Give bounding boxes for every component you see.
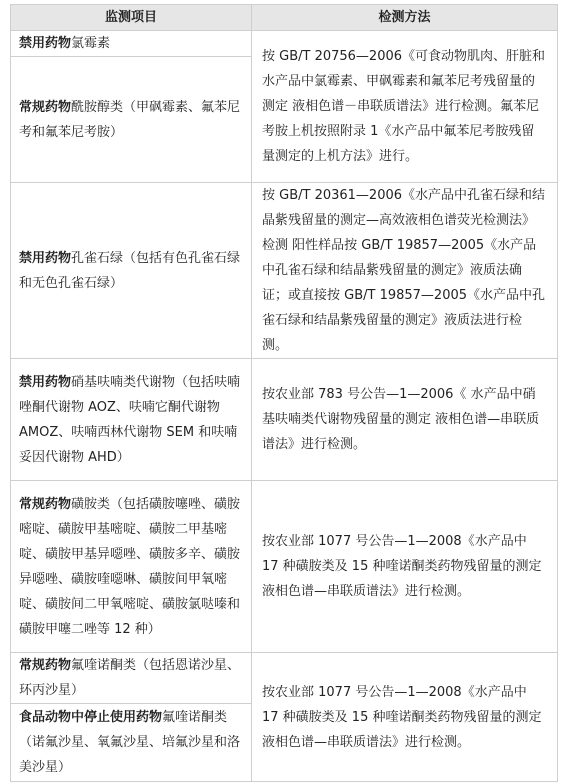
item-category: 常规药物 (19, 658, 72, 673)
item-cell (11, 704, 252, 782)
item-category: 禁用药物 (19, 374, 72, 390)
item-name: 氟喹诺酮类（包括恩诺沙星、环丙沙星） (19, 658, 241, 698)
method-cell: 按 GB/T 20361—2006《水产品中孔雀石绿和结晶紫残留量的测定—高效液相色谱荧光检测法》检测 阳性样品按 GB/T 19857—2005《水产品中孔雀石绿和结晶紫残留量的测定》液质法确证；或直接按 GB/T 19857—2005《水产品中孔雀石绿和结晶紫残留量的测定》液质法进行检测。 (252, 183, 558, 359)
item-name: 磺胺类（包括磺胺噻唑、磺胺嘧啶、磺胺甲基嘧啶、磺胺二甲基嘧啶、磺胺甲基异噁唑、磺胺多辛、磺胺异噁唑、磺胺喹噁啉、磺胺间甲氧嘧啶、磺胺间二甲氧嘧啶、磺胺氯哒嗪和磺胺甲噻二唑等 12 种） (19, 496, 241, 637)
item-cell (11, 359, 252, 481)
item-name: 硝基呋喃类代谢物（包括呋喃唑酮代谢物 AOZ、呋喃它酮代谢物 AMOZ、呋喃西林代谢物 SEM 和呋喃妥因代谢物 AHD） (19, 374, 241, 465)
item-category: 禁用药物 (19, 250, 72, 266)
method-cell: 按农业部 1077 号公告—1—2008《水产品中 17 种磺胺类及 15 种喹诺酮类药物残留量的测定 液相色谱—串联质谱法》进行检测。 (252, 481, 558, 653)
table-row (11, 653, 558, 704)
item-name: 孔雀石绿（包括有色孔雀石绿和无色孔雀石绿） (19, 250, 241, 291)
header-item: 监测项目 (11, 5, 252, 31)
table-row (11, 359, 558, 481)
item-name: 氟喹诺酮类（诺氟沙星、氧氟沙星、培氟沙星和洛美沙星） (19, 710, 241, 775)
table-row (11, 31, 558, 57)
header-method: 检测方法 (252, 5, 558, 31)
item-category: 常规药物 (19, 496, 72, 512)
item-category: 常规药物 (19, 99, 72, 115)
item-name: 酰胺醇类（甲砜霉素、氟苯尼考和氟苯尼考胺） (19, 99, 241, 140)
table-header-row (11, 5, 558, 31)
item-cell (11, 653, 252, 704)
item-cell (11, 183, 252, 359)
item-cell (11, 481, 252, 653)
method-cell: 按农业部 1077 号公告—1—2008《水产品中 17 种磺胺类及 15 种喹诺酮类药物残留量的测定 液相色谱—串联质谱法》进行检测。 (252, 653, 558, 782)
table-row (11, 183, 558, 359)
method-cell: 按农业部 783 号公告—1—2006《 水产品中硝基呋喃类代谢物残留量的测定 液相色谱—串联质谱法》进行检测。 (252, 359, 558, 481)
item-cell (11, 57, 252, 183)
table-row (11, 481, 558, 653)
item-category: 禁用药物 (19, 36, 72, 51)
item-category: 食品动物中停止使用药物 (19, 710, 163, 725)
monitoring-table (10, 4, 558, 782)
item-cell (11, 31, 252, 57)
item-name: 氯霉素 (71, 36, 111, 51)
method-cell: 按 GB/T 20756—2006《可食动物肌肉、肝脏和水产品中氯霉素、甲砜霉素和氟苯尼考残留量的测定 液相色谱－串联质谱法》进行检测。氟苯尼考胺上机按照附录 1《水产品中氟苯尼考胺残留量测定的上机方法》进行。 (252, 31, 558, 183)
